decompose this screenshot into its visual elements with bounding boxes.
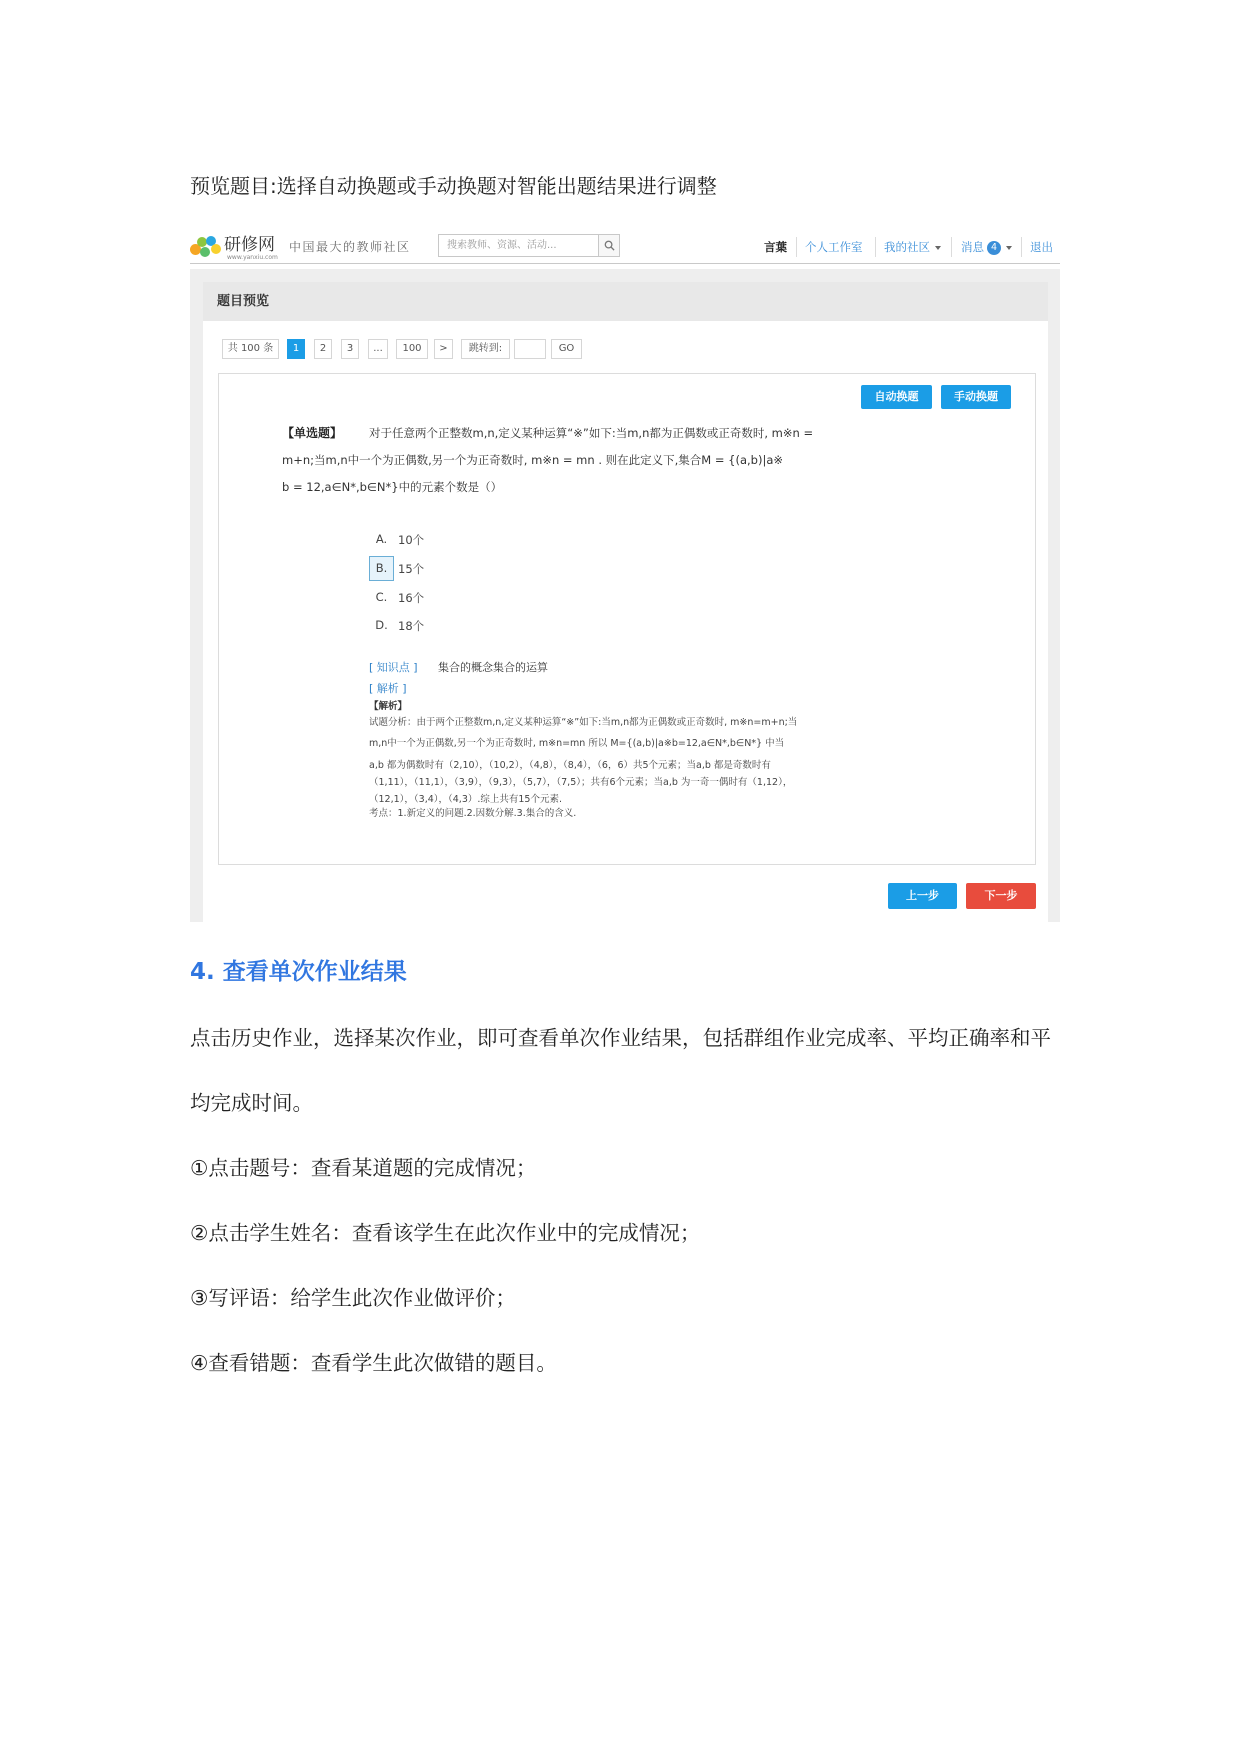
answer-option[interactable] [369, 556, 424, 581]
nav-studio-link[interactable]: 个人工作室 [805, 240, 863, 254]
pagination-jump-label: 跳转到: [461, 339, 510, 359]
search-box [438, 234, 620, 257]
answer-option[interactable] [369, 585, 424, 610]
list-item: ②点击学生姓名：查看该学生在此次作业中的完成情况； [190, 1221, 701, 1245]
search-button[interactable] [598, 235, 619, 256]
option-text: 10个 [398, 532, 425, 547]
site-header [190, 231, 1060, 264]
option-letter: D. [375, 618, 388, 632]
list-item: ③写评语：给学生此次作业做评价； [190, 1286, 516, 1310]
nav-community-label: 我的社区 [884, 240, 930, 254]
analysis-line: 考点：1.新定义的问题.2.因数分解.3.集合的含义. [369, 808, 577, 819]
nav-user-name[interactable]: 言葉 [764, 240, 787, 254]
auto-swap-button[interactable]: 自动换题 [861, 385, 932, 409]
nav-community-menu[interactable] [884, 239, 941, 255]
nav-logout-link[interactable]: 退出 [1030, 240, 1053, 254]
screenshot-caption: 预览题目:选择自动换题或手动换题对智能出题结果进行调整 [190, 174, 717, 198]
option-letter: C. [375, 590, 388, 604]
option-letter: B. [369, 556, 394, 581]
nav-messages-menu[interactable] [961, 239, 1012, 255]
message-count-badge: 4 [987, 241, 1001, 255]
nav-separator [951, 237, 952, 257]
pagination-total: 共 100 条 [222, 339, 279, 359]
list-item: ①点击题号：查看某道题的完成情况； [190, 1156, 537, 1180]
question-stem-line: m+n;当m,n中一个为正偶数,另一个为正奇数时, m※n = mn . 则在此定义下,集合M = {(a,b)|a※ [282, 453, 784, 467]
analysis-line: （1,11），（11,1），（3,9），（9,3），（5,7），（7,5）；共有6个元素；当a,b 为一奇一偶时有（1,12）， [369, 777, 793, 788]
chevron-down-icon [1006, 246, 1012, 250]
question-card [218, 373, 1036, 865]
logo-text[interactable]: 研修网 [224, 235, 275, 255]
knowledge-point-label: [ 知识点 ] [369, 661, 418, 674]
knowledge-point-value: 集合的概念集合的运算 [438, 661, 548, 674]
analysis-title: 【解析】 [369, 701, 408, 712]
option-text: 15个 [398, 561, 425, 576]
nav-messages-label: 消息 [961, 240, 984, 254]
question-stem-line: b = 12,a∈N*,b∈N*}中的元素个数是（） [282, 480, 503, 494]
pagination-go-button[interactable]: GO [551, 339, 582, 359]
nav-separator [796, 237, 797, 257]
option-letter: A. [375, 532, 388, 546]
knowledge-point-row [369, 660, 548, 676]
chevron-down-icon [935, 246, 941, 250]
option-text: 18个 [398, 618, 425, 633]
manual-swap-button[interactable]: 手动换题 [941, 385, 1011, 409]
analysis-line: （12,1），（3,4），（4,3）.综上共有15个元素. [369, 794, 562, 805]
section-heading: 4. 查看单次作业结果 [190, 959, 407, 985]
embedded-screenshot [190, 231, 1060, 922]
nav-separator [875, 237, 876, 257]
pagination-jump-input[interactable] [514, 339, 546, 359]
search-icon [604, 240, 615, 251]
section-paragraph: 点击历史作业，选择某次作业，即可查看单次作业结果，包括群组作业完成率、平均正确率和平均完成时间。 [190, 1026, 1051, 1115]
analysis-label: [ 解析 ] [369, 682, 407, 695]
pagination-page[interactable]: 3 [341, 339, 359, 359]
answer-option[interactable] [369, 613, 424, 638]
panel-header [203, 282, 1048, 321]
site-slogan: 中国最大的教师社区 [289, 240, 411, 254]
preview-panel [203, 282, 1048, 922]
panel-title: 题目预览 [217, 294, 270, 309]
analysis-row [369, 681, 407, 697]
question-stem-line: 对于任意两个正整数m,n,定义某种运算“※”如下:当m,n都为正偶数或正奇数时, m※n = [369, 426, 814, 440]
pagination-page[interactable]: 100 [396, 339, 428, 359]
logo-icon[interactable] [190, 236, 221, 259]
logo-url: www.yanxiu.com [227, 254, 278, 261]
next-step-button[interactable]: 下一步 [966, 883, 1036, 909]
pagination-ellipsis: ... [368, 339, 388, 359]
analysis-line: m,n中一个为正偶数,另一个为正奇数时, m※n=mn 所以 M={(a,b)|a※b=12,a∈N*,b∈N*} 中当 [369, 738, 785, 749]
search-input[interactable] [439, 235, 598, 256]
pagination-page[interactable]: 1 [287, 339, 305, 359]
previous-step-button[interactable]: 上一步 [888, 883, 957, 909]
nav-separator [1021, 237, 1022, 257]
pagination-next-button[interactable]: > [434, 339, 453, 359]
pagination-page[interactable]: 2 [314, 339, 332, 359]
analysis-line: a,b 都为偶数时有（2,10），（10,2），（4,8），（8,4），（6，6）共5个元素；当a,b 都是奇数时有 [369, 760, 771, 771]
analysis-line: 试题分析：由于两个正整数m,n,定义某种运算“※”如下:当m,n都为正偶数或正奇数时, m※n=m+n;当 [369, 717, 798, 728]
answer-option[interactable] [369, 527, 424, 552]
section-body [190, 1006, 1061, 1396]
question-type-label: 【单选题】 [282, 426, 343, 440]
list-item: ④查看错题：查看学生此次做错的题目。 [190, 1351, 557, 1375]
option-text: 16个 [398, 590, 425, 605]
